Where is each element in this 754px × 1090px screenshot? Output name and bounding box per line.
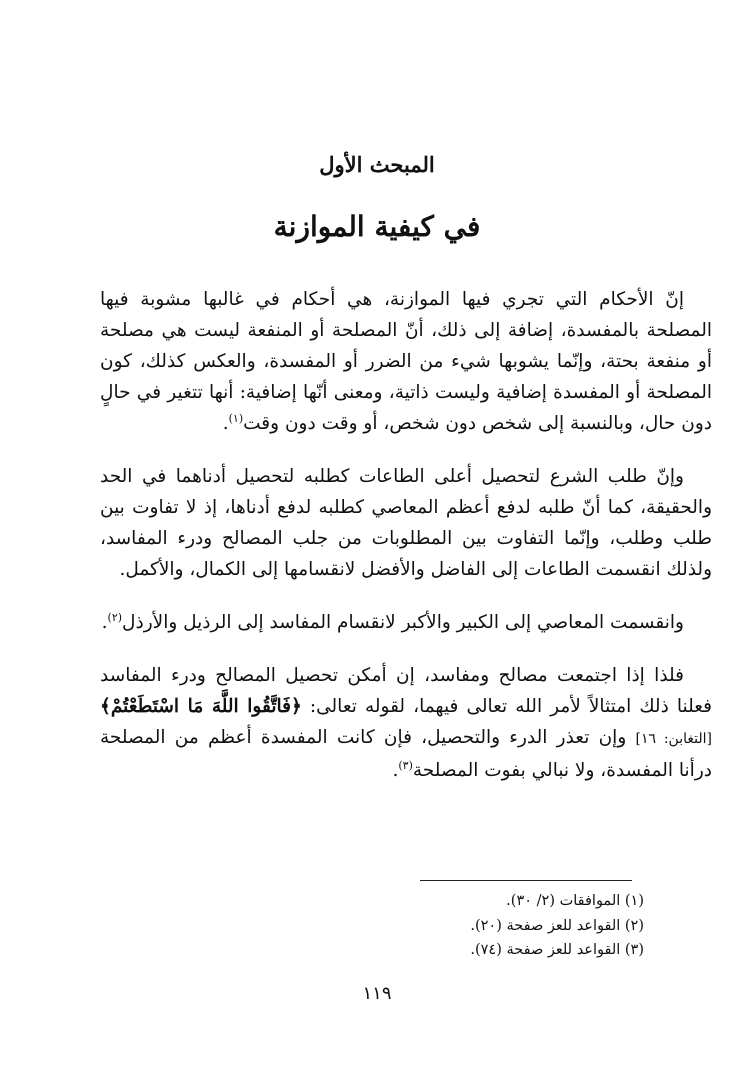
verse-source: [التغابن: ١٦]: [635, 731, 712, 747]
paragraph: فلذا إذا اجتمعت مصالح ومفاسد، إن أمكن تحصيل المصالح ودرء المفاسد فعلنا ذلك امتثالاً لأمر الله تعالى فيهما، لقوله تعالى: ﴿فَاتَّقُوا اللَّهَ مَا اسْتَطَعْتُمْ﴾ [التغابن: ١٦] وإن تعذر الدرء والتحصيل، فإن كانت المفسدة أعظم من المصلحة درأنا المفسدة، ولا نبالي بفوت المصلحة$^{(٣)}$.: [100, 665, 712, 781]
footnote: (٢) القواعد للعز صفحة (٢٠).: [470, 917, 644, 934]
footnote-ref[interactable]: (٢): [107, 610, 123, 624]
footnote: (١) الموافقات (٢/ ٣٠).: [506, 893, 644, 909]
quran-verse: ﴿فَاتَّقُوا اللَّهَ مَا اسْتَطَعْتُمْ﴾: [100, 696, 302, 717]
paragraph-text: وانقسمت المعاصي إلى الكبير والأكبر لانقسام المفاسد إلى الرذيل والأرذل: [122, 612, 684, 633]
paragraph-text: إنّ الأحكام التي تجري فيها الموازنة، هي أحكام في غالبها مشوبة فيها المصلحة بالمفسدة، إضافة إلى ذلك، أنّ المصلحة أو المنفعة ليست هي مصلحة أو منفعة بحتة، وإنّما يشوبها شيء من الضرر أو المفسدة، والعكس كذلك، كون المصلحة أو المفسدة إضافية وليست ذاتية، ومعنى أنّها إضافية: أنها تتغير في حالٍ دون حال، وبالنسبة إلى شخص دون شخص، أو وقت دون وقت: [100, 289, 712, 434]
section-title: في كيفية الموازنة: [273, 210, 481, 243]
footnotes: [100, 889, 644, 963]
paragraph: [100, 461, 712, 585]
body-text: [100, 284, 712, 808]
paragraph-text: وإن تعذر الدرء والتحصيل، فإن كانت المفسدة أعظم من المصلحة درأنا المفسدة، ولا نبالي بفوت المصلحة: [100, 727, 712, 781]
paragraph: إنّ الأحكام التي تجري فيها الموازنة، هي أحكام في غالبها مشوبة فيها المصلحة بالمفسدة، إضافة إلى ذلك، أنّ المصلحة أو المنفعة ليست هي مصلحة أو منفعة بحتة، وإنّما يشوبها شيء من الضرر أو المفسدة، والعكس كذلك، كون المصلحة أو المفسدة إضافية وليست ذاتية، ومعنى أنّها إضافية: أنها تتغير في حالٍ دون حال، وبالنسبة إلى شخص دون شخص، أو وقت دون وقت$^{(١)}$.: [100, 289, 712, 434]
paragraph-text: وإنّ طلب الشرع لتحصيل أعلى الطاعات كطلبه لتحصيل أدناهما في الحد والحقيقة، كما أنّ طلبه لدفع أعظم المعاصي كطلبه لدفع أدناها، إذ لا تفاوت بين طلب وطلب، وإنّما التفاوت بين المطلوبات من جلب المصالح ودرء المفاسد، ولذلك انقسمت الطاعات إلى الفاضل والأفضل لانقسامها إلى الكمال، والأكمل.: [100, 466, 712, 580]
footnote: (٣) القواعد للعز صفحة (٧٤).: [470, 942, 644, 958]
page-number: ١١٩: [362, 983, 392, 1004]
footnote-divider: [420, 880, 632, 881]
paragraph: وانقسمت المعاصي إلى الكبير والأكبر لانقسام المفاسد إلى الرذيل والأرذل$^{(٢)}$.: [101, 610, 684, 633]
section-label: المبحث الأول: [319, 152, 435, 177]
footnote-ref[interactable]: (٣): [398, 758, 413, 772]
paragraph-text: فلذا إذا اجتمعت مصالح ومفاسد، إن أمكن تحصيل المصالح ودرء المفاسد فعلنا ذلك امتثالاً لأمر الله تعالى فيهما، لقوله تعالى:: [100, 665, 712, 717]
footnote-ref[interactable]: (١): [228, 411, 244, 425]
